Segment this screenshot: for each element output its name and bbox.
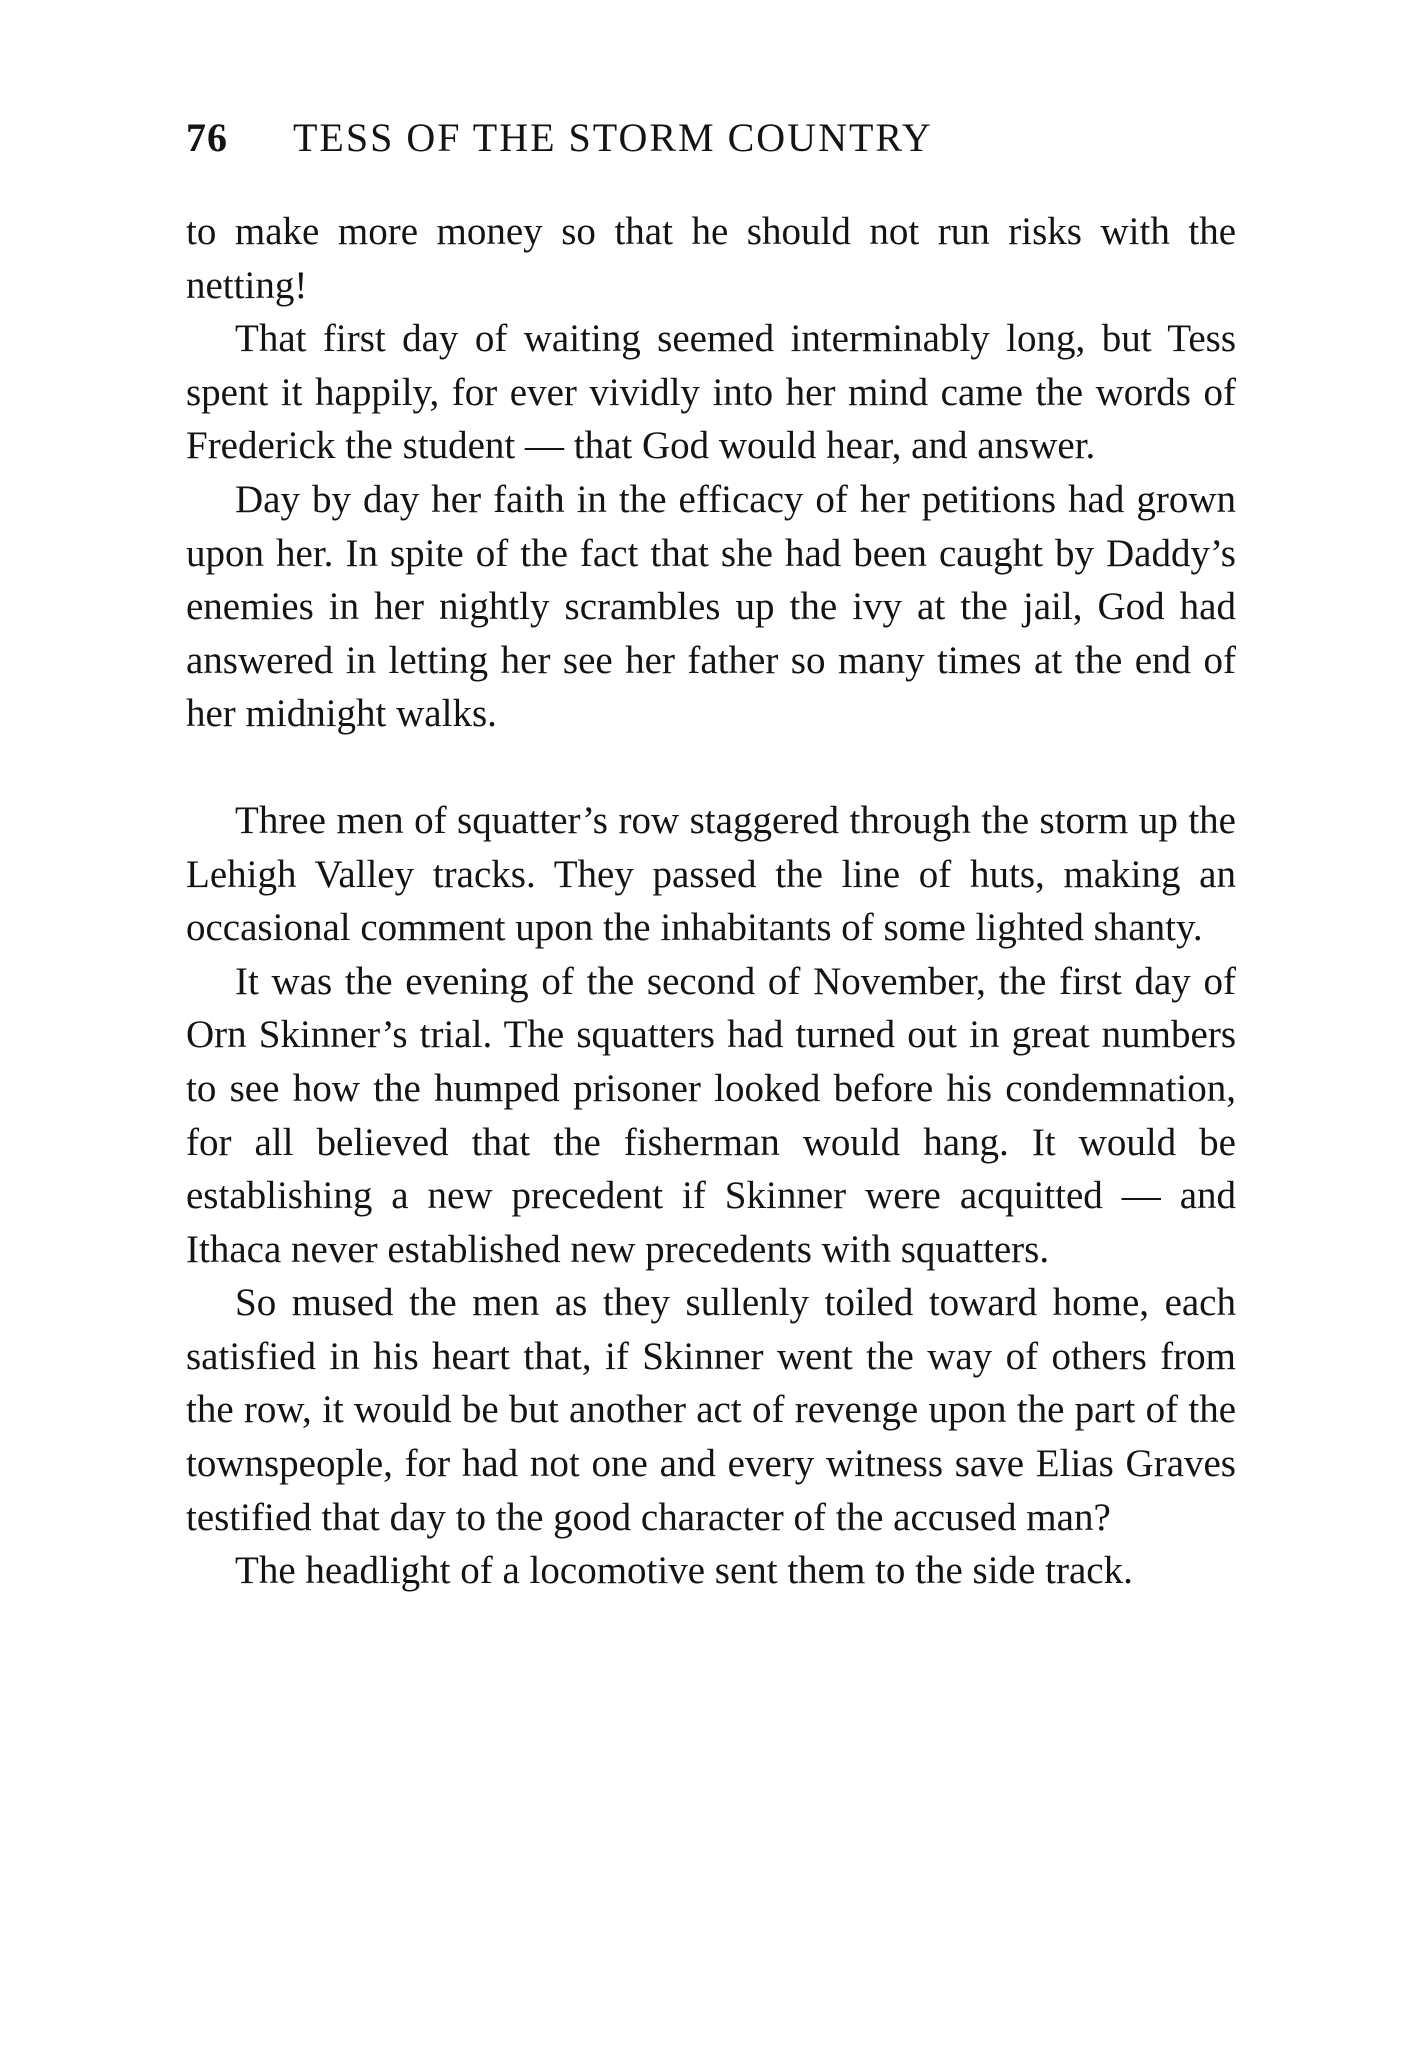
paragraph: Day by day her faith in the efficacy of her petitions had grown upon her. In spite of the fact that she had been caught by Daddy’s enemies in her nightly scrambles up the ivy at the jail, God had answered in letting her see her father so many times at the end of her midnight walks. [186, 477, 1236, 736]
paragraph-continued: to make more money so that he should not run risks with the netting! [186, 210, 1236, 307]
book-title: TESS OF THE STORM COUNTRY [293, 115, 933, 160]
paragraph: So mused the men as they sullenly toiled toward home, each satisfied in his heart that, if Skinner went the way of others from the row, it would be but another act of revenge upon the part of the townspeople, for had not one and every witness save Elias Graves testified that day to the good character of the accused man? [186, 1281, 1236, 1539]
section-break [186, 741, 1236, 794]
paragraph: That first day of waiting seemed interminably long, but Tess spent it happily, for ever vividly into her mind came the words of Frederick the student — that God would hear, and answer. [186, 317, 1236, 468]
running-head [186, 108, 1236, 168]
paragraph: It was the evening of the second of November, the first day of Orn Skinner’s trial. The squatters had turned out in great numbers to see how the humped prisoner looked before his condemnation, for all believed that the fisherman would hang. It would be establishing a new precedent if Skinner were acquitted — and Ithaca never established new precedents with squatters. [186, 959, 1236, 1271]
paragraph: Three men of squatter’s row staggered through the storm up the Lehigh Valley tracks. They passed the line of huts, making an occasional comment upon the inhabitants of some lighted shanty. [186, 798, 1236, 950]
body-text [186, 205, 1236, 1598]
paragraph: The headlight of a locomotive sent them to the side track. [235, 1549, 1133, 1593]
page-number: 76 [186, 115, 228, 160]
